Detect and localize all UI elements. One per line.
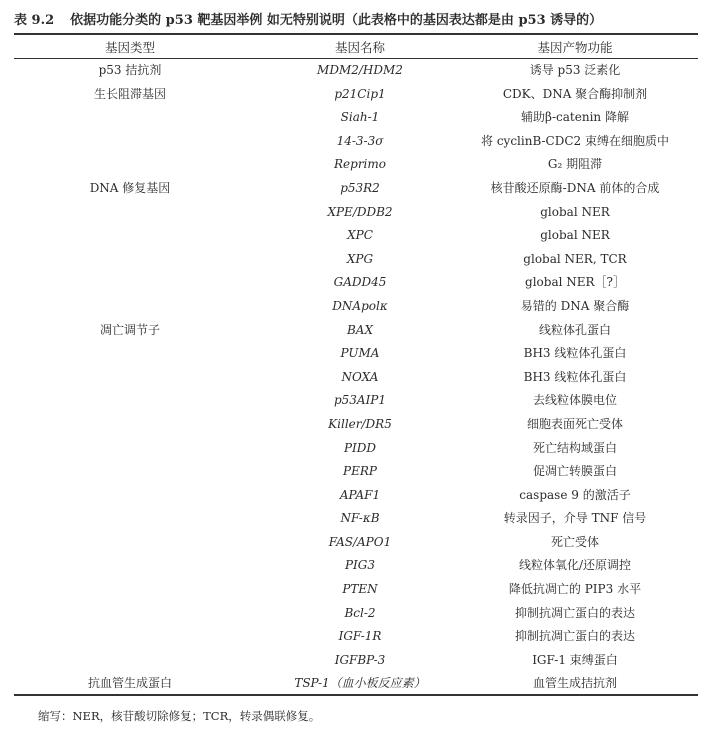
table-row bbox=[0, 83, 711, 107]
cell-gene-name: Bcl-2 bbox=[344, 605, 376, 620]
cell-gene-function: 死亡结构域蛋白 bbox=[532, 440, 617, 455]
cell-gene-function: 易错的 DNA 聚合酶 bbox=[520, 298, 630, 313]
cell-gene-name: Siah-1 bbox=[340, 110, 380, 125]
cell-gene-name: DNApolκ bbox=[332, 298, 388, 313]
table-caption bbox=[14, 9, 602, 28]
table-number: 表 9.2 bbox=[14, 13, 55, 28]
table-body bbox=[0, 59, 711, 696]
table-row bbox=[0, 271, 711, 295]
header-gene-function: 基因产物功能 bbox=[537, 40, 613, 55]
cell-gene-function: global NER bbox=[540, 204, 610, 219]
cell-gene-name: PIDD bbox=[343, 440, 377, 455]
table-row bbox=[0, 437, 711, 461]
cell-gene-name: PTEN bbox=[342, 582, 378, 597]
cell-gene-function: 抑制抗凋亡蛋白的表达 bbox=[514, 629, 635, 644]
cell-gene-name: p53AIP1 bbox=[333, 393, 387, 408]
footnote: 缩写：NER，核苷酸切除修复；TCR，转录偶联修复。 bbox=[38, 709, 321, 723]
cell-gene-name: TSP-1（血小板反应素） bbox=[294, 676, 426, 691]
cell-gene-function: 血管生成拮抗剂 bbox=[532, 676, 617, 691]
table-row bbox=[0, 248, 711, 272]
cell-gene-name: FAS/APO1 bbox=[328, 534, 392, 549]
cell-gene-function: BH3 线粒体孔蛋白 bbox=[523, 346, 627, 361]
table-row bbox=[0, 389, 711, 413]
cell-gene-type: p53 拮抗剂 bbox=[98, 63, 162, 77]
cell-gene-function: IGF-1 束缚蛋白 bbox=[532, 652, 618, 667]
bottom-rule bbox=[14, 694, 698, 696]
table-row bbox=[0, 201, 711, 225]
table-row bbox=[0, 224, 711, 248]
cell-gene-name: NOXA bbox=[341, 369, 379, 384]
cell-gene-name: PUMA bbox=[340, 346, 380, 361]
cell-gene-name: NF-κB bbox=[340, 511, 380, 526]
cell-gene-function: 促凋亡转膜蛋白 bbox=[532, 464, 617, 479]
cell-gene-function: 诱导 p53 泛素化 bbox=[529, 63, 621, 77]
cell-gene-name: MDM2/HDM2 bbox=[317, 63, 403, 77]
table-row bbox=[0, 554, 711, 578]
cell-gene-function: 细胞表面死亡受体 bbox=[526, 416, 623, 431]
cell-gene-name: Killer/DR5 bbox=[328, 416, 392, 431]
cell-gene-name: APAF1 bbox=[339, 487, 381, 502]
table-row bbox=[0, 531, 711, 555]
table-row bbox=[0, 507, 711, 531]
cell-gene-function: 抑制抗凋亡蛋白的表达 bbox=[514, 605, 635, 620]
header-gene-type: 基因类型 bbox=[104, 40, 155, 55]
table-row bbox=[0, 413, 711, 437]
cell-gene-name: 14-3-3σ bbox=[336, 133, 384, 148]
table-row bbox=[0, 59, 711, 83]
cell-gene-function: 转录因子，介导 TNF 信号 bbox=[503, 511, 647, 526]
table-row bbox=[0, 177, 711, 201]
cell-gene-function: 线粒体氧化/还原调控 bbox=[518, 558, 632, 573]
cell-gene-function: 辅助β-catenin 降解 bbox=[521, 110, 629, 125]
cell-gene-name: GADD45 bbox=[333, 275, 387, 290]
cell-gene-name: Reprimo bbox=[334, 157, 386, 172]
table-row bbox=[0, 649, 711, 673]
cell-gene-name: IGFBP-3 bbox=[334, 652, 386, 667]
cell-gene-function: 线粒体孔蛋白 bbox=[538, 322, 611, 337]
cell-gene-function: 死亡受体 bbox=[550, 534, 599, 549]
cell-gene-function: CDK、DNA 聚合酶抑制剂 bbox=[502, 86, 648, 101]
cell-gene-type: 生长阻滞基因 bbox=[93, 86, 166, 101]
cell-gene-function: 去线粒体膜电位 bbox=[532, 393, 617, 408]
cell-gene-name: p21Cip1 bbox=[334, 86, 386, 101]
table-row bbox=[0, 106, 711, 130]
table-title: 依据功能分类的 p53 靶基因举例 如无特别说明（此表格中的基因表达都是由 p53 诱导的） bbox=[70, 13, 603, 28]
cell-gene-name: p53R2 bbox=[340, 180, 380, 195]
top-rule bbox=[14, 33, 698, 35]
cell-gene-function: global NER bbox=[540, 228, 610, 243]
cell-gene-name: PIG3 bbox=[344, 558, 376, 573]
cell-gene-name: PERP bbox=[343, 464, 377, 479]
table-row bbox=[0, 366, 711, 390]
cell-gene-type: 凋亡调节子 bbox=[99, 322, 160, 337]
cell-gene-name: XPC bbox=[347, 228, 373, 243]
table-row bbox=[0, 295, 711, 319]
cell-gene-function: global NER, TCR bbox=[523, 251, 627, 266]
cell-gene-function: 降低抗凋亡的 PIP3 水平 bbox=[508, 582, 642, 597]
table-row bbox=[0, 342, 711, 366]
cell-gene-name: XPE/DDB2 bbox=[327, 204, 393, 219]
table-row bbox=[0, 319, 711, 343]
table-row bbox=[0, 153, 711, 177]
table-row bbox=[0, 578, 711, 602]
cell-gene-function: G₂ 期阻滞 bbox=[547, 157, 603, 172]
table-row bbox=[0, 602, 711, 626]
table-row bbox=[0, 625, 711, 649]
cell-gene-name: BAX bbox=[346, 322, 374, 337]
table-row bbox=[0, 484, 711, 508]
table-row bbox=[0, 460, 711, 484]
cell-gene-name: IGF-1R bbox=[338, 629, 382, 644]
table-row bbox=[0, 672, 711, 696]
cell-gene-name: XPG bbox=[346, 251, 374, 266]
cell-gene-function: BH3 线粒体孔蛋白 bbox=[523, 369, 627, 384]
cell-gene-function: 核苷酸还原酶-DNA 前体的合成 bbox=[490, 180, 660, 195]
cell-gene-function: caspase 9 的激活子 bbox=[519, 487, 631, 502]
cell-gene-function: 将 cyclinB-CDC2 束缚在细胞质中 bbox=[481, 133, 669, 148]
cell-gene-type: 抗血管生成蛋白 bbox=[87, 676, 172, 691]
cell-gene-type: DNA 修复基因 bbox=[89, 180, 171, 195]
cell-gene-function: global NER［?］ bbox=[525, 275, 625, 290]
header-gene-name: 基因名称 bbox=[334, 40, 385, 55]
table-row bbox=[0, 130, 711, 154]
